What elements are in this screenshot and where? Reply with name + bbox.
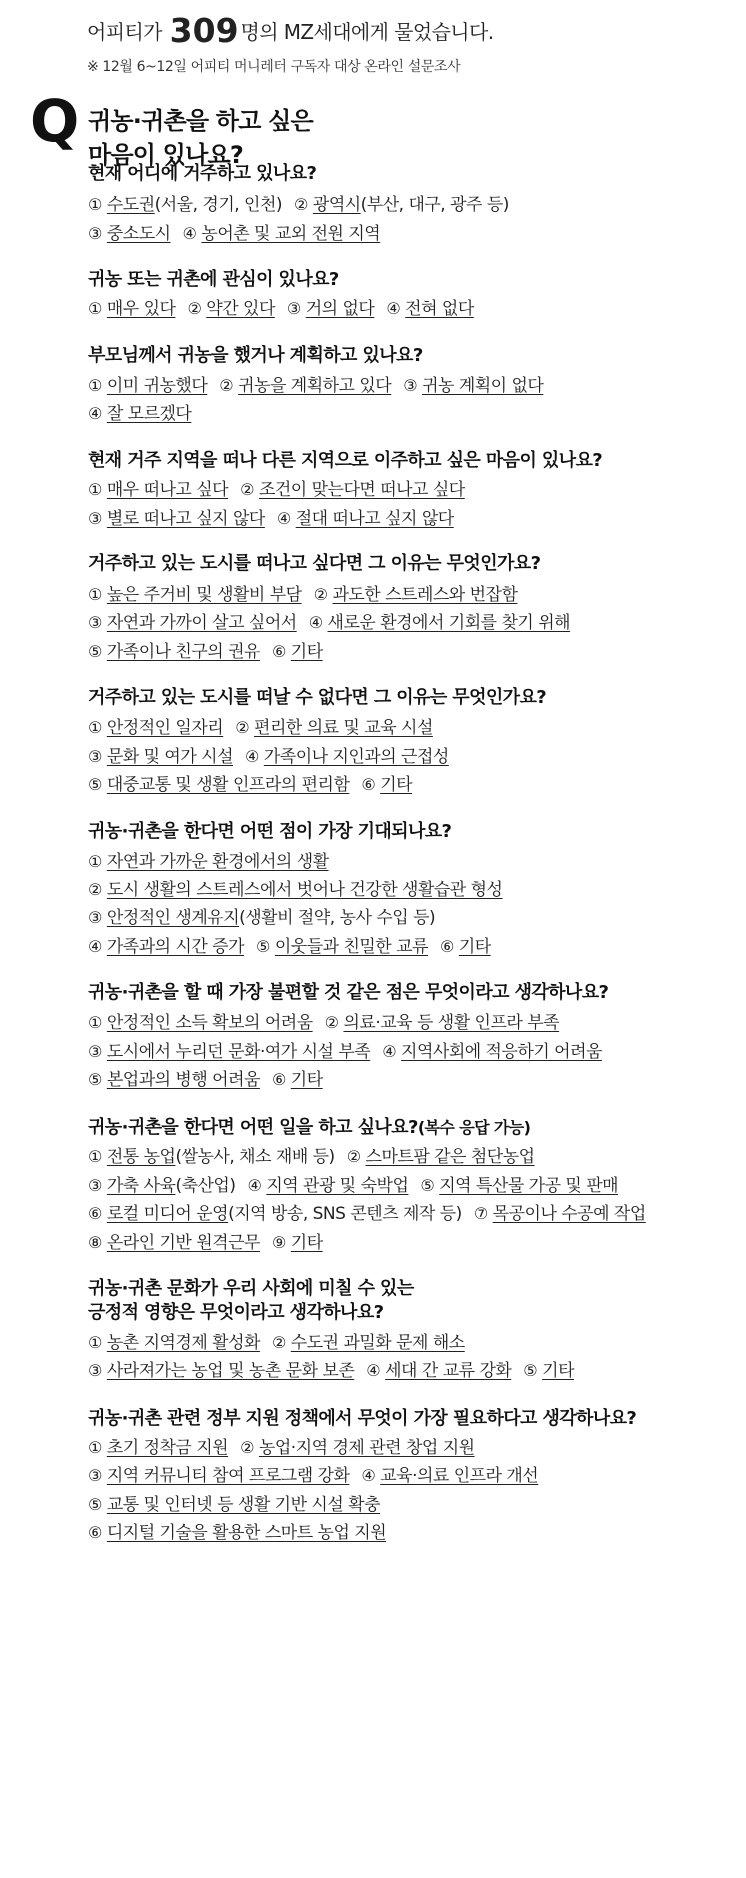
option-row	[88, 907, 447, 929]
answer-option	[256, 936, 428, 958]
intro-suffix: 명의 MZ세대에게 물었습니다.	[240, 20, 494, 44]
option-number: ①	[88, 1147, 102, 1166]
answer-option	[88, 194, 282, 216]
option-number: ②	[240, 480, 254, 499]
option-label: 가족과의 시간 증가	[106, 937, 245, 957]
option-number: ④	[182, 224, 197, 243]
answer-option	[88, 584, 302, 606]
option-label: 별로 떠나고 싶지 않다	[106, 509, 265, 529]
option-label: 농어촌 및 교외 전원 지역	[201, 224, 381, 244]
option-label: 교통 및 인터넷 등 생활 기반 시설 확충	[106, 1495, 380, 1515]
answer-option	[88, 1069, 260, 1091]
option-row	[88, 936, 503, 958]
question-text: 부모님께서 귀농을 했거나 계획하고 있나요?	[88, 345, 423, 366]
option-number: ②	[271, 1333, 286, 1352]
option-number: ②	[88, 880, 102, 899]
option-number: ③	[88, 509, 102, 528]
option-number: ⑤	[420, 1176, 435, 1195]
answer-option	[88, 403, 191, 425]
option-label: 기타	[458, 937, 491, 957]
option-number: ②	[235, 718, 250, 737]
option-row	[88, 298, 486, 320]
option-row	[88, 375, 555, 397]
question-title	[88, 1275, 414, 1302]
answer-option	[88, 717, 223, 739]
option-number: ④	[245, 747, 259, 766]
answer-option	[88, 1437, 228, 1459]
question-note: (복수 응답 가능)	[417, 1118, 531, 1137]
option-number: ⑥	[361, 775, 376, 794]
question-text: 귀농·귀촌을 한다면 어떤 점이 가장 기대되나요?	[88, 821, 452, 842]
option-label: 기타	[542, 1361, 574, 1381]
option-label: 농업·지역 경제 관련 창업 지원	[258, 1438, 475, 1458]
option-row	[88, 1494, 392, 1516]
option-number: ⑦	[473, 1204, 488, 1223]
question-text: 거주하고 있는 도시를 떠나고 싶다면 그 이유는 무엇인가요?	[88, 553, 541, 574]
question-text: 거주하고 있는 도시를 떠날 수 없다면 그 이유는 무엇인가요?	[88, 687, 547, 708]
question-title	[88, 818, 451, 845]
question-title	[88, 160, 316, 187]
answer-option	[88, 851, 329, 873]
option-number: ⑤	[256, 937, 270, 956]
answer-option	[88, 375, 207, 397]
option-number: ①	[88, 585, 102, 604]
option-label: 도시 생활의 스트레스에서 벗어나 건강한 생활습관 형성	[106, 880, 503, 900]
option-label: 기타	[290, 1070, 323, 1090]
option-number: ⑧	[88, 1233, 102, 1252]
option-label: 스마트팜 같은 첨단농업	[365, 1147, 535, 1167]
answer-option	[88, 746, 233, 768]
answer-option	[382, 1041, 602, 1063]
option-number: ①	[88, 1013, 102, 1032]
option-number: ①	[88, 718, 102, 737]
answer-option	[277, 508, 454, 530]
answer-option	[272, 641, 323, 663]
answer-option	[88, 1012, 313, 1034]
answer-option	[88, 479, 228, 501]
option-label: 사라져가는 농업 및 농촌 문화 보존	[106, 1361, 355, 1381]
question-text: 귀농·귀촌을 한다면 어떤 일을 하고 싶나요?	[88, 1117, 418, 1138]
option-label: 대중교통 및 생활 인프라의 편리함	[106, 775, 350, 795]
answer-option	[88, 612, 297, 634]
option-row	[88, 1069, 335, 1091]
option-label: 절대 떠나고 싶지 않다	[295, 509, 454, 529]
option-label: 매우 있다	[106, 299, 176, 319]
option-number: ④	[276, 509, 291, 528]
option-number: ④	[88, 937, 102, 956]
option-label: 지역 커뮤니티 참여 프로그램 강화	[106, 1466, 350, 1486]
option-number: ①	[88, 299, 102, 318]
option-number: ⑤	[88, 642, 102, 661]
option-label: 문화 및 여가 시설	[106, 747, 234, 767]
option-detail: (부산, 대구, 광주 등)	[360, 195, 509, 215]
option-label: 초기 정착금 지원	[106, 1438, 229, 1458]
option-label: 목공이나 수공예 작업	[492, 1204, 646, 1224]
option-row	[88, 1232, 335, 1254]
option-label: 지역 관광 및 숙박업	[266, 1176, 409, 1196]
option-number: ③	[88, 1361, 102, 1380]
option-label: 가축 사육	[106, 1176, 176, 1196]
answer-option	[88, 1175, 235, 1197]
option-row	[88, 1360, 586, 1382]
option-number: ③	[403, 376, 418, 395]
answer-option	[187, 298, 274, 320]
answer-option	[440, 936, 491, 958]
respondent-count: 309	[169, 11, 239, 50]
option-label: 중소도시	[106, 224, 171, 244]
option-number: ④	[382, 1042, 397, 1061]
question-text: 현재 거주 지역을 떠나 다른 지역으로 이주하고 싶은 마음이 있나요?	[88, 450, 603, 471]
option-row	[88, 1012, 571, 1034]
answer-option	[88, 298, 175, 320]
option-label: 도시에서 누리던 문화·여가 시설 부족	[106, 1042, 371, 1062]
option-number: ②	[187, 299, 202, 318]
option-label: 잘 모르겠다	[106, 404, 192, 424]
option-number: ③	[88, 908, 102, 927]
option-number: ②	[346, 1147, 361, 1166]
option-row	[88, 508, 466, 530]
option-number: ①	[88, 480, 102, 499]
answer-option	[235, 717, 433, 739]
answer-option	[183, 223, 381, 245]
option-label: 귀농을 계획하고 있다	[238, 376, 392, 396]
option-number: ①	[88, 1333, 102, 1352]
option-number: ⑥	[88, 1204, 102, 1223]
option-number: ③	[88, 1176, 102, 1195]
option-label: 광역시	[312, 195, 361, 215]
option-number: ②	[240, 1438, 254, 1457]
answer-option	[403, 375, 543, 397]
option-row	[88, 612, 582, 634]
option-label: 거의 없다	[305, 299, 375, 319]
answer-option	[88, 1465, 349, 1487]
option-number: ①	[88, 852, 102, 871]
answer-option	[88, 641, 260, 663]
option-number: ③	[286, 299, 301, 318]
option-detail: (쌀농사, 채소 재배 등)	[175, 1147, 335, 1167]
answer-option	[361, 1465, 538, 1487]
question-title	[88, 1114, 530, 1141]
option-detail: (생활비 절약, 농사 수입 등)	[239, 908, 436, 928]
intro-line	[87, 8, 494, 50]
question-text: 귀농·귀촌 문화가 우리 사회에 미칠 수 있는	[88, 1278, 414, 1299]
option-row	[88, 194, 521, 216]
option-row	[88, 641, 335, 663]
answer-option	[88, 879, 502, 901]
option-label: 디지털 기술을 활용한 스마트 농업 지원	[106, 1523, 387, 1543]
answer-option	[88, 1522, 386, 1544]
question-title	[88, 447, 602, 474]
option-label: 전혀 없다	[405, 299, 474, 319]
answer-option	[347, 1146, 535, 1168]
option-label: 교육·의료 인프라 개선	[380, 1466, 539, 1486]
answer-option	[272, 1069, 323, 1091]
answer-option	[88, 1494, 380, 1516]
answer-option	[88, 1232, 260, 1254]
option-number: ④	[88, 404, 102, 423]
option-detail: (지역 방송, SNS 콘텐츠 제작 등)	[228, 1204, 462, 1224]
option-detail: (축산업)	[175, 1176, 236, 1196]
option-label: 이웃들과 친밀한 교류	[274, 937, 428, 957]
option-row	[88, 1437, 487, 1459]
answer-option	[88, 774, 349, 796]
option-number: ④	[361, 1466, 376, 1485]
answer-option	[366, 1360, 511, 1382]
option-label: 편리한 의료 및 교육 시설	[254, 718, 433, 738]
option-label: 안정적인 소득 확보의 어려움	[106, 1013, 313, 1033]
option-label: 기타	[290, 1233, 323, 1253]
option-number: ③	[88, 1042, 102, 1061]
option-number: ⑤	[88, 1070, 102, 1089]
option-label: 가족이나 친구의 권유	[106, 642, 260, 662]
option-number: ⑤	[523, 1361, 538, 1380]
answer-option	[88, 1146, 335, 1168]
option-row	[88, 1041, 614, 1063]
option-label: 기타	[380, 775, 413, 795]
question-title	[88, 684, 546, 711]
option-row	[88, 584, 529, 606]
answer-option	[420, 1175, 618, 1197]
option-label: 농촌 지역경제 활성화	[106, 1333, 260, 1353]
option-label: 안정적인 생계유지	[106, 908, 240, 928]
question-title	[88, 342, 423, 369]
option-label: 수도권 과밀화 문제 해소	[290, 1333, 465, 1353]
option-number: ②	[294, 195, 308, 214]
option-number: ④	[308, 613, 323, 632]
option-number: ③	[88, 224, 102, 243]
answer-option	[523, 1360, 574, 1382]
option-label: 의료·교육 등 생활 인프라 부족	[343, 1013, 560, 1033]
answer-option	[272, 1232, 323, 1254]
intro-prefix: 어피티가	[87, 20, 168, 44]
option-label: 본업과의 병행 어려움	[106, 1070, 260, 1090]
option-label: 조건이 맞는다면 떠나고 싶다	[258, 480, 465, 500]
option-row	[88, 1146, 547, 1168]
option-number: ⑥	[88, 1523, 102, 1542]
question-text: 귀농·귀촌을 할 때 가장 불편할 것 같은 점은 무엇이라고 생각하나요?	[88, 982, 609, 1003]
option-label: 가족이나 지인과의 근접성	[263, 747, 449, 767]
answer-option	[314, 584, 518, 606]
option-row	[88, 1175, 630, 1197]
option-label: 전통 농업	[106, 1147, 176, 1167]
answer-option	[88, 1041, 370, 1063]
main-question-line-1: 귀농·귀촌을 하고 싶은	[88, 107, 313, 135]
answer-option	[88, 907, 435, 929]
option-number: ③	[88, 613, 102, 632]
answer-option	[386, 298, 473, 320]
answer-option	[88, 936, 244, 958]
answer-option	[272, 1332, 465, 1354]
question-title	[88, 550, 540, 577]
question-text: 귀농 또는 귀촌에 관심이 있나요?	[88, 269, 339, 290]
question-title	[88, 266, 339, 293]
answer-option	[240, 1437, 474, 1459]
answer-option	[309, 612, 570, 634]
answer-option	[325, 1012, 559, 1034]
option-number: ⑥	[271, 642, 286, 661]
option-label: 지역사회에 적응하기 어려움	[401, 1042, 602, 1062]
option-detail: (서울, 경기, 인천)	[154, 195, 283, 215]
option-number: ④	[386, 299, 401, 318]
option-row	[88, 403, 203, 425]
option-number: ⑥	[271, 1070, 286, 1089]
question-title	[88, 979, 608, 1006]
option-row	[88, 746, 461, 768]
answer-option	[88, 1360, 354, 1382]
option-row	[88, 1465, 550, 1487]
option-number: ④	[366, 1361, 381, 1380]
option-number: ⑤	[88, 1495, 102, 1514]
answer-option	[247, 1175, 408, 1197]
q-mark: Q	[30, 87, 80, 155]
option-row	[88, 1203, 658, 1225]
option-label: 귀농 계획이 없다	[422, 376, 544, 396]
answer-option	[245, 746, 449, 768]
option-number: ⑥	[439, 937, 454, 956]
answer-option	[88, 223, 171, 245]
answer-option	[474, 1203, 646, 1225]
option-row	[88, 879, 514, 901]
answer-option	[88, 1332, 260, 1354]
option-label: 새로운 환경에서 기회를 찾기 위해	[327, 613, 571, 633]
option-label: 기타	[290, 642, 323, 662]
option-label: 매우 떠나고 싶다	[106, 480, 229, 500]
option-row	[88, 717, 445, 739]
question-title-line-2: 긍정적 영향은 무엇이라고 생각하나요?	[88, 1302, 384, 1323]
answer-option	[287, 298, 374, 320]
answer-option	[88, 1203, 462, 1225]
option-label: 자연과 가까이 살고 싶어서	[106, 613, 297, 633]
option-number: ②	[219, 376, 234, 395]
option-row	[88, 774, 424, 796]
option-number: ③	[88, 1466, 102, 1485]
option-number: ③	[88, 747, 102, 766]
survey-note: ※ 12월 6~12일 어피티 머니레터 구독자 대상 온라인 설문조사	[87, 59, 461, 75]
option-row	[88, 1332, 477, 1354]
answer-option	[240, 479, 465, 501]
option-row	[88, 1522, 398, 1544]
option-label: 로컬 미디어 운영	[106, 1204, 229, 1224]
option-label: 이미 귀농했다	[106, 376, 208, 396]
option-label: 과도한 스트레스와 번잡함	[332, 585, 518, 605]
main-question-line-2: 마음이 있나요?	[88, 141, 243, 169]
answer-option	[294, 194, 509, 216]
option-label: 온라인 기반 원격근무	[106, 1233, 260, 1253]
option-number: ①	[88, 195, 102, 214]
question-text: 귀농·귀촌 관련 정부 지원 정책에서 무엇이 가장 필요하다고 생각하나요?	[88, 1408, 637, 1429]
option-label: 약간 있다	[206, 299, 275, 319]
option-label: 자연과 가까운 환경에서의 생활	[106, 852, 329, 872]
option-number: ②	[324, 1013, 339, 1032]
option-label: 지역 특산물 가공 및 판매	[439, 1176, 619, 1196]
answer-option	[361, 774, 412, 796]
option-number: ①	[88, 1438, 102, 1457]
option-row	[88, 851, 341, 873]
option-row	[88, 223, 392, 245]
option-label: 수도권	[106, 195, 155, 215]
option-label: 세대 간 교류 강화	[385, 1361, 512, 1381]
option-label: 높은 주거비 및 생활비 부담	[106, 585, 302, 605]
answer-option	[219, 375, 391, 397]
option-number: ⑨	[271, 1233, 286, 1252]
answer-option	[88, 508, 265, 530]
option-number: ②	[313, 585, 328, 604]
option-number: ①	[88, 376, 102, 395]
option-number: ④	[247, 1176, 262, 1195]
question-title	[88, 1405, 636, 1432]
option-number: ⑤	[88, 775, 102, 794]
question-text: 현재 어디에 거주하고 있나요?	[88, 163, 317, 184]
option-label: 안정적인 일자리	[106, 718, 224, 738]
option-row	[88, 479, 477, 501]
